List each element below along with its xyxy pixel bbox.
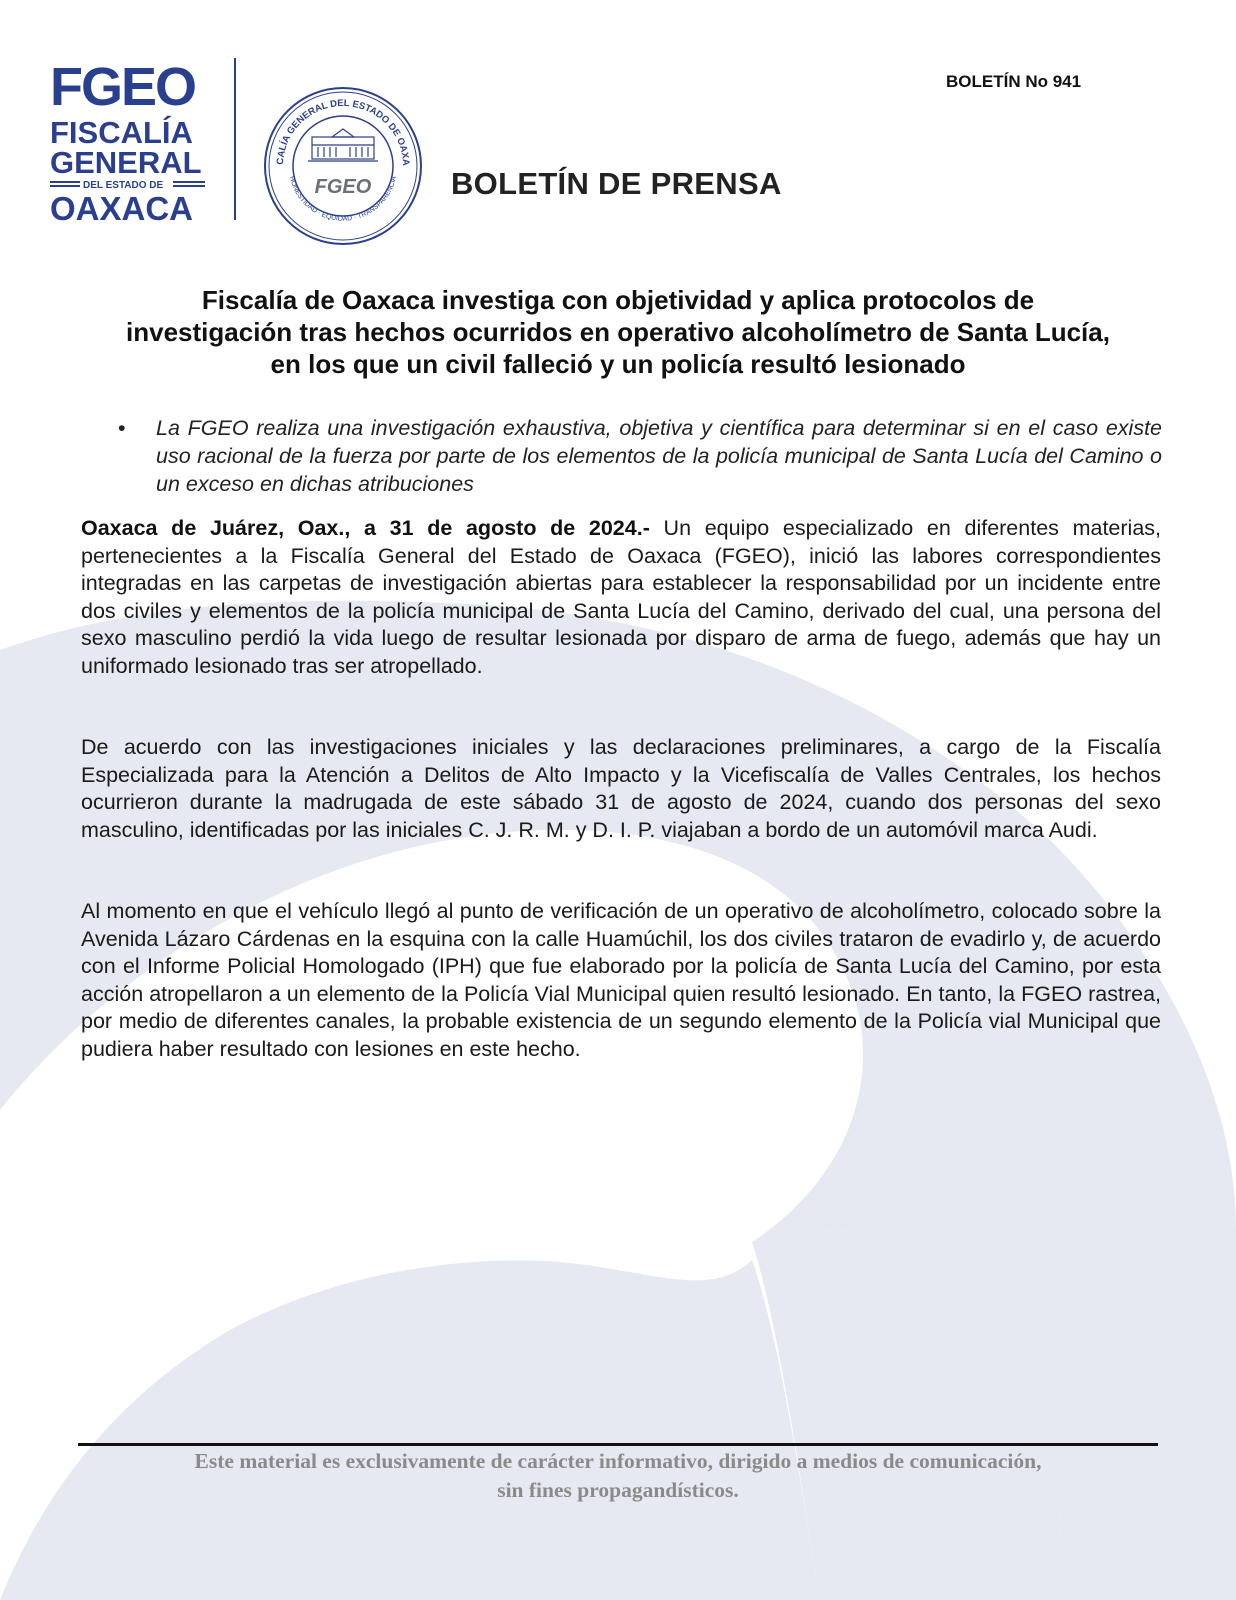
logo-line-general: GENERAL — [50, 145, 202, 180]
bulletin-number: BOLETÍN No 941 — [946, 72, 1082, 91]
footer-disclaimer — [78, 1447, 1158, 1505]
bullet-icon: • — [118, 416, 126, 440]
seal-ring-text-bottom: HONESTIDAD · EQUIDAD · TRANSPARENCIA — [287, 175, 399, 223]
body-paragraph-1 — [81, 515, 1161, 680]
institutional-seal — [262, 85, 424, 247]
press-release-title: BOLETÍN DE PRENSA — [451, 166, 782, 201]
footer-rule — [78, 1443, 1158, 1446]
body-paragraph-3: Al momento en que el vehículo llegó al punto de verificación de un operativo de alcoholímetro, colocado sobre la Avenida Lázaro Cárdenas en la esquina con la calle Huamúchil, los dos civiles trataron de evadirlo y, de acuerdo con el Informe Policial Homologado (IPH) que fue elaborado por la policía de Santa Lucía del Camino, por esta acción atropellaron a un elemento de la Policía Vial Municipal quien resultó lesionado. En tanto, la FGEO rastrea, por medio de diferentes canales, la probable existencia de un segundo elemento de la Policía vial Municipal que pudiera haber resultado con lesiones en este hecho. — [81, 899, 1161, 1061]
logo-line-oaxaca: OAXACA — [50, 190, 194, 225]
seal-ring-text-top: CALÍA GENERAL DEL ESTADO DE OAXA — [274, 97, 412, 167]
logo-divider — [234, 58, 236, 220]
summary-list — [112, 414, 1162, 498]
paragraph-1-text: Un equipo especializado en diferentes materias, pertenecientes a la Fiscalía General del Estado de Oaxaca (FGEO), inició las labores correspondientes integradas en las carpetas de investigación abiertas para establecer la responsabilidad por un incidente entre dos civiles y elementos de la policía municipal de Santa Lucía del Camino, derivado del cual, una persona del sexo masculino perdió la vida luego de resultar lesionada por disparo de arma de fuego, además que hay un uniformado lesionado tras ser atropellado. — [81, 516, 1161, 678]
disclaimer-line-2: sin fines propagandísticos. — [497, 1478, 739, 1502]
dateline: Oaxaca de Juárez, Oax., a 31 de agosto de 2024.- — [81, 516, 650, 540]
summary-bullet-text: La FGEO realiza una investigación exhaustiva, objetiva y científica para determinar si en el caso existe uso racional de la fuerza por parte de los elementos de la policía municipal de Santa Lucía del Camino o un exceso en dichas atribuciones — [156, 416, 1162, 496]
headline-line-1: Fiscalía de Oaxaca investiga con objetividad y aplica protocolos de — [201, 285, 1035, 315]
logo-line-fiscalia: FISCALÍA — [50, 115, 193, 150]
fgeo-logo — [50, 55, 210, 225]
headline-line-2: investigación tras hechos ocurridos en operativo alcoholímetro de Santa Lucía, — [126, 317, 1110, 347]
body-paragraph-2: De acuerdo con las investigaciones iniciales y las declaraciones preliminares, a cargo de la Fiscalía Especializada para la Atención a Delitos de Alto Impacto y la Vicefiscalía de Valles Centrales, los hechos ocurrieron durante la madrugada de este sábado 31 de agosto de 2024, cuando dos personas del sexo masculino, identificadas por las iniciales C. J. R. M. y D. I. P. viajaban a bordo de un automóvil marca Audi. — [81, 735, 1161, 842]
headline — [70, 284, 1166, 380]
headline-line-3: en los que un civil falleció y un policía resultó lesionado — [270, 349, 966, 379]
logo-acronym: FGEO — [50, 57, 196, 117]
summary-bullet — [112, 414, 1162, 498]
logo-line-del-estado: DEL ESTADO DE — [83, 180, 164, 191]
seal-center-text: FGEO — [314, 176, 372, 198]
disclaimer-line-1: Este material es exclusivamente de carácter informativo, dirigido a medios de comunicación, — [194, 1449, 1042, 1473]
